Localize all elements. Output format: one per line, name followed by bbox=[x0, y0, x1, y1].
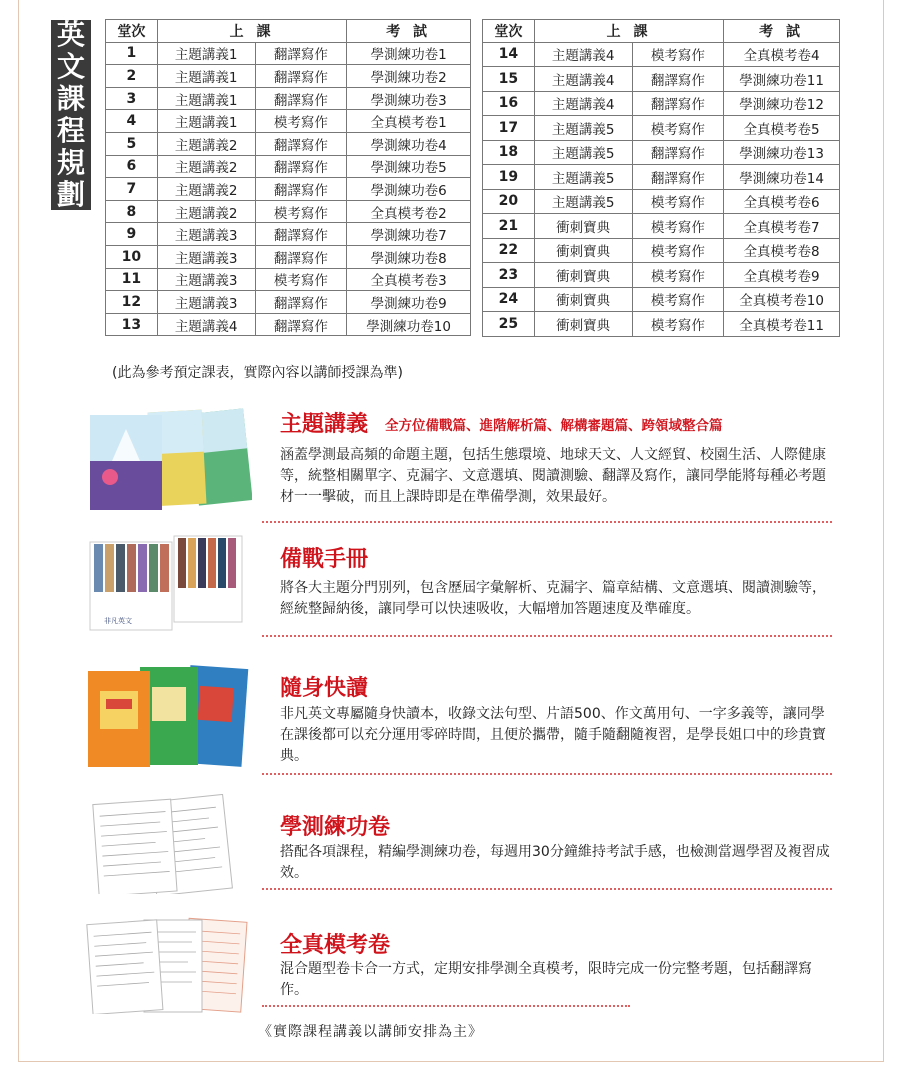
lesson-number: 16 bbox=[483, 91, 535, 116]
side-title-char: 程 bbox=[56, 114, 85, 147]
lesson-number: 10 bbox=[106, 245, 158, 268]
lesson-exam: 學測練功卷14 bbox=[724, 165, 840, 190]
dotted-divider bbox=[262, 521, 832, 523]
lesson-exam: 全真模考卷6 bbox=[724, 189, 840, 214]
header-class: 上 課 bbox=[157, 20, 346, 43]
lesson-writing: 模考寫作 bbox=[632, 214, 724, 239]
schedule-row bbox=[106, 110, 471, 133]
lesson-topic: 衝刺寶典 bbox=[534, 238, 632, 263]
schedule-row bbox=[483, 214, 840, 239]
lesson-number: 8 bbox=[106, 200, 158, 223]
section-title: 學測練功卷 bbox=[280, 815, 391, 840]
lesson-topic: 衝刺寶典 bbox=[534, 214, 632, 239]
lesson-exam: 學測練功卷3 bbox=[347, 87, 471, 110]
lesson-topic: 主題講義5 bbox=[534, 140, 632, 165]
lesson-exam: 學測練功卷7 bbox=[347, 223, 471, 246]
lesson-number: 18 bbox=[483, 140, 535, 165]
schedule-table-left bbox=[105, 19, 471, 336]
lesson-topic: 主題講義5 bbox=[534, 116, 632, 141]
schedule-row bbox=[106, 155, 471, 178]
lesson-exam: 學測練功卷13 bbox=[724, 140, 840, 165]
section-body: 混合題型卷卡合一方式，定期安排學測全真模考，限時完成一份完整考題，包括翻譯寫作。 bbox=[280, 961, 812, 998]
lesson-topic: 主題講義3 bbox=[157, 268, 255, 291]
lesson-number: 23 bbox=[483, 263, 535, 288]
schedule-row bbox=[106, 65, 471, 88]
lesson-exam: 全真模考卷7 bbox=[724, 214, 840, 239]
lesson-topic: 主題講義2 bbox=[157, 200, 255, 223]
lesson-exam: 學測練功卷5 bbox=[347, 155, 471, 178]
lesson-writing: 翻譯寫作 bbox=[255, 313, 347, 336]
lesson-topic: 衝刺寶典 bbox=[534, 287, 632, 312]
mock-exam-image bbox=[82, 914, 252, 1014]
lesson-number: 5 bbox=[106, 132, 158, 155]
lesson-topic: 主題講義5 bbox=[534, 189, 632, 214]
lesson-number: 20 bbox=[483, 189, 535, 214]
lesson-topic: 主題講義4 bbox=[534, 91, 632, 116]
schedule-row bbox=[483, 42, 840, 67]
lesson-topic: 主題講義3 bbox=[157, 223, 255, 246]
lesson-exam: 全真模考卷3 bbox=[347, 268, 471, 291]
footer-note: 《實際課程講義以講師安排為主》 bbox=[258, 1024, 483, 1040]
lesson-writing: 翻譯寫作 bbox=[632, 67, 724, 92]
lesson-number: 22 bbox=[483, 238, 535, 263]
pocket-books-image bbox=[82, 665, 252, 770]
lesson-number: 11 bbox=[106, 268, 158, 291]
lesson-number: 4 bbox=[106, 110, 158, 133]
lesson-number: 14 bbox=[483, 42, 535, 67]
lesson-topic: 主題講義1 bbox=[157, 87, 255, 110]
dotted-divider bbox=[262, 1005, 630, 1007]
lesson-writing: 模考寫作 bbox=[632, 287, 724, 312]
lesson-writing: 翻譯寫作 bbox=[255, 291, 347, 314]
lesson-number: 9 bbox=[106, 223, 158, 246]
lesson-topic: 主題講義4 bbox=[534, 42, 632, 67]
lesson-exam: 全真模考卷4 bbox=[724, 42, 840, 67]
lesson-writing: 模考寫作 bbox=[632, 238, 724, 263]
lesson-topic: 衝刺寶典 bbox=[534, 312, 632, 337]
lesson-exam: 學測練功卷6 bbox=[347, 178, 471, 201]
practice-papers-image bbox=[82, 794, 252, 894]
side-title-char: 文 bbox=[56, 50, 85, 83]
section-body: 非凡英文專屬隨身快讀本，收錄文法句型、片語500、作文萬用句、一字多義等，讓同學在課後都可以充分運用零碎時間，且便於攜帶，隨手隨翻隨複習，是學長姐口中的珍貴寶典。 bbox=[280, 706, 826, 764]
lesson-exam: 全真模考卷8 bbox=[724, 238, 840, 263]
lesson-writing: 翻譯寫作 bbox=[255, 42, 347, 65]
lesson-topic: 主題講義2 bbox=[157, 178, 255, 201]
header-exam: 考 試 bbox=[724, 20, 840, 43]
side-title-char: 規 bbox=[56, 146, 85, 179]
lesson-number: 12 bbox=[106, 291, 158, 314]
lesson-topic: 主題講義1 bbox=[157, 110, 255, 133]
schedule-row bbox=[483, 312, 840, 337]
lesson-number: 17 bbox=[483, 116, 535, 141]
lesson-writing: 模考寫作 bbox=[632, 312, 724, 337]
lesson-exam: 學測練功卷4 bbox=[347, 132, 471, 155]
lesson-exam: 學測練功卷1 bbox=[347, 42, 471, 65]
lesson-topic: 主題講義2 bbox=[157, 132, 255, 155]
lesson-topic: 主題講義5 bbox=[534, 165, 632, 190]
lesson-writing: 翻譯寫作 bbox=[632, 91, 724, 116]
lesson-number: 25 bbox=[483, 312, 535, 337]
lesson-number: 6 bbox=[106, 155, 158, 178]
schedule-row bbox=[483, 189, 840, 214]
schedule-row bbox=[106, 178, 471, 201]
lesson-exam: 學測練功卷9 bbox=[347, 291, 471, 314]
section-title: 主題講義 bbox=[280, 412, 369, 437]
lesson-writing: 翻譯寫作 bbox=[632, 165, 724, 190]
schedule-row bbox=[106, 223, 471, 246]
manual-book-label: 非凡英文 bbox=[104, 617, 132, 625]
section-title: 備戰手冊 bbox=[280, 547, 369, 572]
side-title-char: 劃 bbox=[56, 178, 85, 211]
lesson-exam: 學測練功卷10 bbox=[347, 313, 471, 336]
dotted-divider bbox=[262, 635, 832, 637]
lesson-writing: 模考寫作 bbox=[632, 42, 724, 67]
lesson-exam: 學測練功卷11 bbox=[724, 67, 840, 92]
schedule-row bbox=[106, 268, 471, 291]
schedule-row bbox=[106, 200, 471, 223]
lesson-number: 7 bbox=[106, 178, 158, 201]
topic-books-image bbox=[82, 407, 252, 512]
schedule-row bbox=[483, 67, 840, 92]
dotted-divider bbox=[262, 888, 832, 890]
lesson-writing: 翻譯寫作 bbox=[255, 245, 347, 268]
lesson-writing: 模考寫作 bbox=[632, 263, 724, 288]
lesson-exam: 全真模考卷9 bbox=[724, 263, 840, 288]
lesson-topic: 主題講義4 bbox=[534, 67, 632, 92]
lesson-number: 3 bbox=[106, 87, 158, 110]
lesson-exam: 全真模考卷11 bbox=[724, 312, 840, 337]
schedule-row bbox=[106, 42, 471, 65]
lesson-topic: 主題講義3 bbox=[157, 291, 255, 314]
side-title bbox=[51, 20, 91, 210]
lesson-writing: 模考寫作 bbox=[255, 110, 347, 133]
schedule-row bbox=[483, 287, 840, 312]
side-title-char: 英 bbox=[56, 18, 85, 51]
schedule-row bbox=[483, 238, 840, 263]
lesson-topic: 主題講義1 bbox=[157, 42, 255, 65]
schedule-row bbox=[106, 132, 471, 155]
schedule-row bbox=[483, 116, 840, 141]
section-body: 搭配各項課程，精編學測練功卷，每週用30分鐘維持考試手感，也檢測當週學習及複習成效。 bbox=[280, 844, 830, 881]
lesson-writing: 翻譯寫作 bbox=[255, 132, 347, 155]
schedule-body-right bbox=[483, 42, 840, 336]
header-class: 上 課 bbox=[534, 20, 723, 43]
lesson-writing: 模考寫作 bbox=[255, 268, 347, 291]
lesson-topic: 主題講義2 bbox=[157, 155, 255, 178]
section-subtitle: 全方位備戰篇、進階解析篇、解構審題篇、跨領域整合篇 bbox=[385, 418, 723, 434]
schedule-row bbox=[106, 313, 471, 336]
lesson-writing: 模考寫作 bbox=[632, 116, 724, 141]
section-title: 全真模考卷 bbox=[280, 933, 391, 958]
schedule-row bbox=[106, 87, 471, 110]
lesson-exam: 全真模考卷5 bbox=[724, 116, 840, 141]
schedule-table-right bbox=[482, 19, 840, 337]
lesson-writing: 翻譯寫作 bbox=[255, 65, 347, 88]
lesson-topic: 主題講義4 bbox=[157, 313, 255, 336]
lesson-number: 15 bbox=[483, 67, 535, 92]
schedule-body-left bbox=[106, 42, 471, 336]
schedule-row bbox=[483, 91, 840, 116]
lesson-writing: 翻譯寫作 bbox=[632, 140, 724, 165]
section-body: 將各大主題分門別列，包含歷屆字彙解析、克漏字、篇章結構、文意選填、閱讀測驗等，經統整歸納後，讓同學可以快速吸收，大幅增加答題速度及準確度。 bbox=[280, 580, 826, 617]
header-no: 堂次 bbox=[483, 20, 535, 43]
lesson-number: 1 bbox=[106, 42, 158, 65]
lesson-exam: 學測練功卷12 bbox=[724, 91, 840, 116]
lesson-number: 13 bbox=[106, 313, 158, 336]
header-exam: 考 試 bbox=[347, 20, 471, 43]
lesson-writing: 翻譯寫作 bbox=[255, 155, 347, 178]
dotted-divider bbox=[262, 773, 832, 775]
lesson-exam: 全真模考卷2 bbox=[347, 200, 471, 223]
lesson-writing: 翻譯寫作 bbox=[255, 87, 347, 110]
lesson-writing: 翻譯寫作 bbox=[255, 178, 347, 201]
section-title: 隨身快讀 bbox=[280, 676, 369, 701]
side-title-char: 課 bbox=[56, 82, 85, 115]
schedule-row bbox=[106, 245, 471, 268]
lesson-writing: 模考寫作 bbox=[255, 200, 347, 223]
lesson-exam: 學測練功卷2 bbox=[347, 65, 471, 88]
lesson-number: 21 bbox=[483, 214, 535, 239]
lesson-number: 19 bbox=[483, 165, 535, 190]
schedule-row bbox=[483, 140, 840, 165]
lesson-writing: 翻譯寫作 bbox=[255, 223, 347, 246]
lesson-exam: 學測練功卷8 bbox=[347, 245, 471, 268]
schedule-note: (此為參考預定課表，實際內容以講師授課為準) bbox=[112, 365, 403, 381]
lesson-writing: 模考寫作 bbox=[632, 189, 724, 214]
lesson-exam: 全真模考卷1 bbox=[347, 110, 471, 133]
schedule-row bbox=[483, 165, 840, 190]
schedule-row bbox=[106, 291, 471, 314]
lesson-topic: 主題講義1 bbox=[157, 65, 255, 88]
header-no: 堂次 bbox=[106, 20, 158, 43]
lesson-number: 24 bbox=[483, 287, 535, 312]
lesson-topic: 主題講義3 bbox=[157, 245, 255, 268]
lesson-number: 2 bbox=[106, 65, 158, 88]
lesson-exam: 全真模考卷10 bbox=[724, 287, 840, 312]
section-body: 涵蓋學測最高頻的命題主題，包括生態環境、地球天文、人文經貿、校園生活、人際健康等，統整相關單字、克漏字、文意選填、閱讀測驗、翻譯及寫作，讓同學能將每種必考題材一一擊破，而且上課時即是在準備學測，效果最好。 bbox=[280, 447, 826, 505]
schedule-row bbox=[483, 263, 840, 288]
lesson-topic: 衝刺寶典 bbox=[534, 263, 632, 288]
